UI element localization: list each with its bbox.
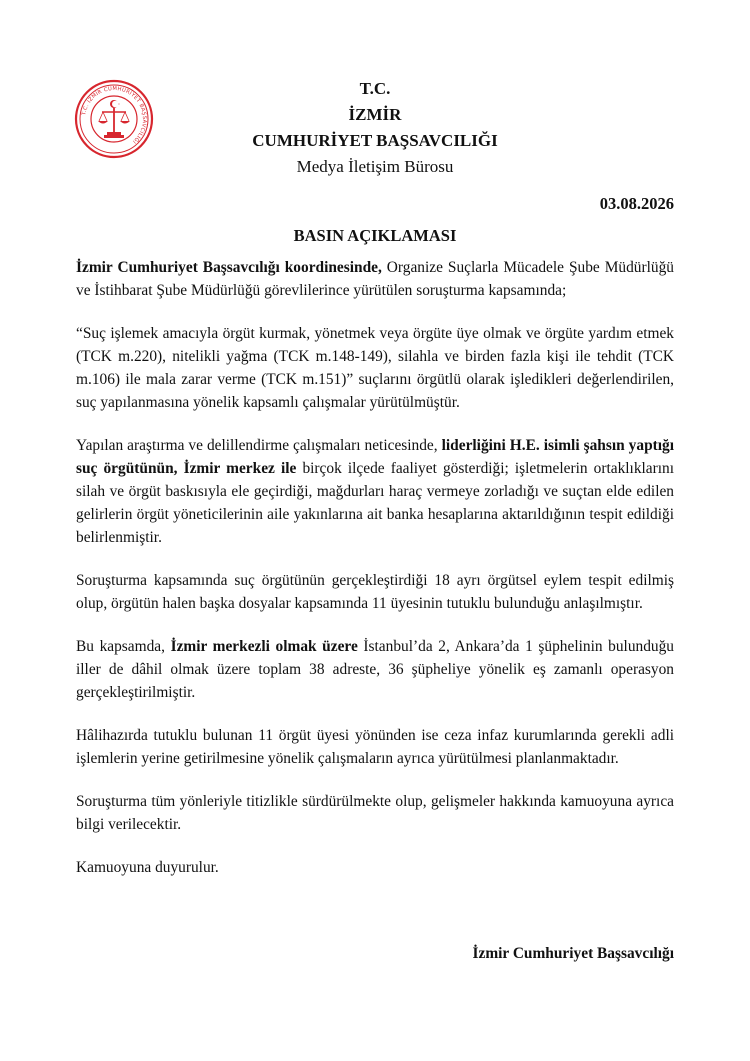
paragraph-2: “Suç işlemek amacıyla örgüt kurmak, yönetmek veya örgüte üye olmak ve örgüte yardım etmek (TCK m.220), nitelikli yağma (TCK m.148-149), silahla ve birden fazla kişi ile tehdit (TCK m.106) ile mala zarar verme (TCK m.151)” suçlarını örgütlü olarak işledikleri değerlendirilen, suç yapılanmasına yönelik kapsamlı çalışmalar yürütülmüştür. <box>76 325 674 411</box>
paragraph-6: Hâlihazırda tutuklu bulunan 11 örgüt üyesi yönünden ise ceza infaz kurumlarında gerekli adli işlemlerin yerine getirilmesine yönelik çalışmaların ayrıca yürütülmesi planlanmaktadır. <box>76 727 674 767</box>
paragraph-1 <box>76 256 674 302</box>
signature: İzmir Cumhuriyet Başsavcılığı <box>472 945 674 962</box>
bold-text: liderliğini H.E. isimli şahsın yaptığı suç örgütünün, İzmir merkez ile <box>76 437 674 477</box>
document-title: BASIN AÇIKLAMASI <box>293 226 457 245</box>
paragraph-3 <box>76 434 674 549</box>
document-body <box>76 256 674 879</box>
bold-text: İzmir Cumhuriyet Başsavcılığı koordinesinde, <box>76 259 382 276</box>
closing-line: Kamuoyuna duyurulur. <box>76 859 219 876</box>
document-date: 03.08.2026 <box>599 194 674 213</box>
header-institution: CUMHURİYET BAŞSAVCILIĞI <box>252 131 498 150</box>
header-tc: T.C. <box>359 79 391 98</box>
institution-header <box>200 76 550 180</box>
bold-text: İzmir merkezli olmak üzere <box>170 638 358 655</box>
header-city: İZMİR <box>348 105 402 124</box>
paragraph-text: Organize Suçlarla Mücadele Şube Müdürlüğü ve İstihbarat Şube Müdürlüğü görevlilerince yürütülen soruşturma kapsamında; <box>76 259 674 299</box>
paragraph-text: İstanbul’da 2, Ankara’da 1 şüphelinin bulunduğu iller de dâhil olmak üzere toplam 38 adreste, 36 şüpheliye yönelik eş zamanlı operasyon gerçekleştirilmiştir. <box>76 638 674 701</box>
svg-text:T.C. İZMİR CUMHURİYET BAŞSAVCI: T.C. İZMİR CUMHURİYET BAŞSAVCILIĞI <box>81 85 148 145</box>
paragraph-text: Yapılan araştırma ve delillendirme çalışmaları neticesinde, <box>76 437 442 454</box>
header-office: Medya İletişim Bürosu <box>296 157 454 176</box>
scales-of-justice-seal-icon <box>74 79 154 159</box>
paragraph-text: Bu kapsamda, <box>76 638 171 655</box>
paragraph-4: Soruşturma kapsamında suç örgütünün gerçekleştirdiği 18 ayrı örgütsel eylem tespit edilmiş olup, örgütün halen başka dosyalar kapsamında 11 üyesinin tutuklu bulunduğu anlaşılmıştır. <box>76 572 674 612</box>
paragraph-5 <box>76 635 674 704</box>
paragraph-text: birçok ilçede faaliyet gösterdiği; işletmelerin ortaklıklarını silah ve örgüt baskısıyla ele geçirdiği, mağdurları haraç vermeye zorladığı ve suçtan elde edilen gelirlerin örgüt yöneticilerinin aile yakınlarına ait banka hesaplarına aktarıldığının tespit edildiği belirlenmiştir. <box>76 460 674 546</box>
paragraph-7: Soruşturma tüm yönleriyle titizlikle sürdürülmekte olup, gelişmeler hakkında kamuoyuna ayrıca bilgi verilecektir. <box>76 793 674 833</box>
